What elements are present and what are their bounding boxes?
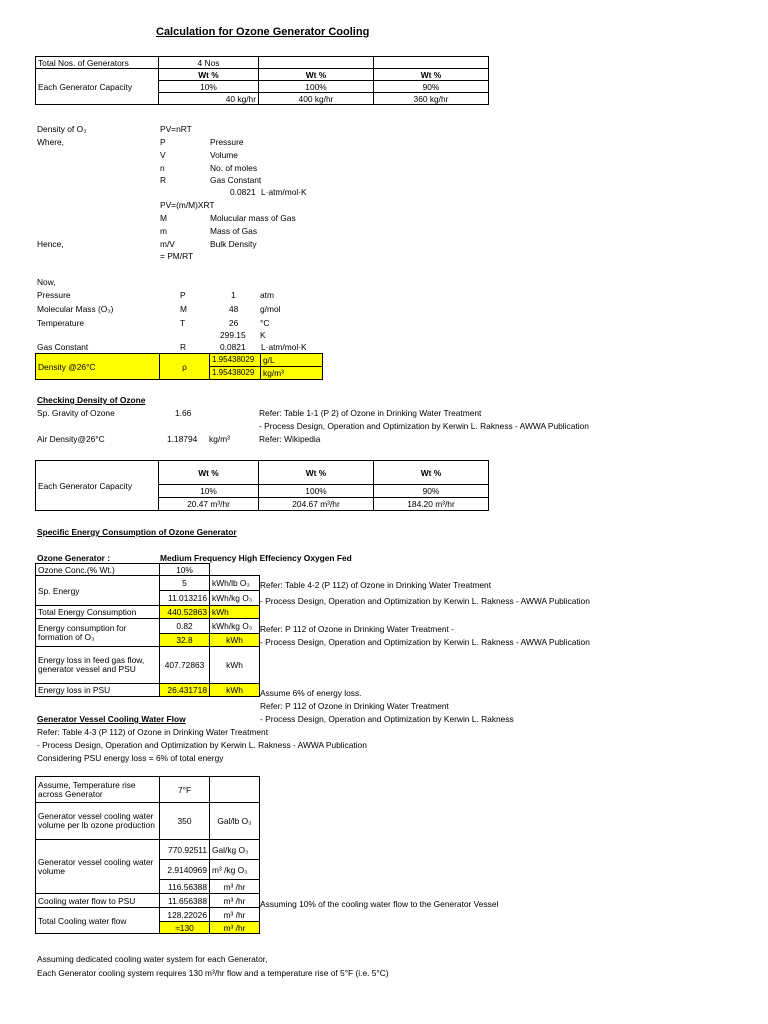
formation-energy-unit: kWh/kg O₃ [210,619,260,634]
air-density-label: Air Density@26°C [37,434,105,444]
reference-table-1-1: Refer: Table 1-1 (P 2) of Ozone in Drinking Water Treatment [259,408,482,418]
air-density-unit: kg/m³ [209,434,230,444]
where-label: Where, [37,137,64,147]
pressure-value: 1 [231,290,236,300]
symbol-v: V [160,150,166,160]
vol-pct-2: 100% [259,485,374,498]
total-energy-value: 440.52863 [160,606,210,619]
temperature-value: 26 [229,318,239,328]
total-generators-value: 4 Nos [159,57,259,69]
desc-v: Volume [210,150,238,160]
pct-2: 100% [259,81,374,93]
ozone-generator-type: Medium Frequency High Effeciency Oxygen Fed [160,553,352,563]
sp-energy-unit-kg: kWh/kg O₃ [210,591,260,606]
psu-loss-label: Energy loss in PSU [36,684,160,697]
density-of-label: Density of O₃ [37,124,87,134]
symbol-n: n [160,163,165,173]
pct-1: 10% [159,81,259,93]
symbol-p: P [160,137,166,147]
desc-p: Pressure [210,137,244,147]
reference-publication-2: - Process Design, Operation and Optimization by Kerwin L. Rakness - AWWA Publication [260,596,590,606]
total-cooling-unit: m³ /hr [210,908,260,922]
wt-header-2: Wt % [259,69,374,81]
sp-energy-label: Sp. Energy [36,576,160,606]
density-value-kgm3: 1.95438029 [210,367,261,380]
temperature-label: Temperature [37,318,85,328]
energy-loss-label: Energy loss in feed gas flow, generator vessel and PSU [36,647,160,684]
vol-flow-1: 20.47 m³/hr [159,498,259,511]
desc-mm: Mass of Gas [210,226,258,236]
reference-p112: Refer: P 112 of Ozone in Drinking Water Treatment - [260,624,454,634]
density-symbol: ρ [160,354,210,380]
cooling-water-table [35,776,260,934]
gas-constant-unit: L·atm/mol·K [261,342,307,352]
cooling-volume-gal-kg-unit: Gal/kg O₃ [210,840,260,860]
total-generators-label: Total Nos. of Generators [36,57,159,69]
cooling-water-heading: Generator Vessel Cooling Water Flow [37,714,186,724]
reference-publication-5: - Process Design, Operation and Optimization by Kerwin L. Rakness - AWWA Publication [37,740,367,750]
cooling-volume-m3-kg: 2.9140969 [160,860,210,880]
symbol-mm: m [160,226,167,236]
molecular-mass-label: Molecular Mass (O₃) [37,304,114,314]
formation-energy-kwh: 32.8 [160,634,210,647]
pressure-label: Pressure [37,290,71,300]
r-value: 0.0821 [230,187,256,197]
psu-flow-note: Assuming 10% of the cooling water flow to the Generator Vessel [260,899,499,909]
temperature-kelvin-unit: K [260,330,266,340]
wt-header-1: Wt % [159,69,259,81]
density-result-table [35,353,323,380]
pct-3: 90% [374,81,489,93]
temperature-symbol: T [180,318,186,328]
kg-2: 400 kg/hr [259,93,374,105]
desc-m: Molucular mass of Gas [210,213,296,223]
total-cooling-value: 128.22026 [160,908,210,922]
total-cooling-rounded-unit: m³ /hr [210,922,260,934]
footer-line-2: Each Generator cooling system requires 130 m³/hr flow and a temperature rise of 5°F (i.e. 5°C) [37,968,389,978]
psu-energy-note: Considering PSU energy loss = 6% of total energy [37,753,224,763]
gas-constant-symbol: R [180,342,187,352]
psu-flow-value: 11.656388 [160,894,210,908]
formation-energy-kwh-unit: kWh [210,634,260,647]
cooling-volume-value: 350 [160,803,210,840]
air-density-value: 1.18794 [167,434,198,444]
psu-flow-unit: m³ /hr [210,894,260,908]
ideal-gas-equation: PV=nRT [160,124,192,134]
cooling-volume-m3-hr: 116.56388 [160,880,210,894]
symbol-mv: m/V [160,239,175,249]
cooling-volume-m3-hr-unit: m³ /hr [210,880,260,894]
vol-wt-header-1: Wt % [159,461,259,485]
temperature-kelvin: 299.15 [220,330,246,340]
density-value-gl: 1.95438029 [210,354,261,367]
formation-energy-value: 0.82 [160,619,210,634]
desc-mv: Bulk Density [210,239,257,249]
sp-gravity-label: Sp. Gravity of Ozone [37,408,115,418]
sp-gravity-value: 1.66 [175,408,192,418]
reference-table-4-2: Refer: Table 4-2 (P 112) of Ozone in Drinking Water Treatment [260,580,492,590]
gas-constant-value: 0.0821 [220,342,246,352]
generator-volume-table [35,460,489,511]
ozone-generator-label: Ozone Generator : [37,553,111,563]
reference-p112-2: Refer: P 112 of Ozone in Drinking Water Treatment [260,701,449,711]
cooling-volume-unit: Gal/lb O₃ [210,803,260,840]
formation-energy-label: Energy consumption for formation of O₃ [36,619,160,647]
cooling-volume-label: Generator vessel cooling water volume per lb ozone production [36,803,160,840]
specific-energy-heading: Specific Energy Consumption of Ozone Generator [37,527,237,537]
reference-wikipedia: Refer: Wikipedia [259,434,321,444]
energy-table [35,563,260,697]
symbol-r: R [160,175,167,185]
density-unit-gl: g/L [261,354,323,367]
footer-line-1: Assuming dedicated cooling water system for each Generator, [37,954,268,964]
capacity-label: Each Generator Capacity [36,69,159,105]
molecular-mass-unit: g/mol [260,304,281,314]
temperature-rise-value: 7°F [160,777,210,803]
sp-energy-unit-lb: kWh/lb O₃ [210,576,260,591]
vol-flow-2: 204.67 m³/hr [259,498,374,511]
r-unit: L·atm/mol·K [261,187,307,197]
generator-capacity-table [35,56,489,105]
cooling-volume-gal-kg: 770.92511 [160,840,210,860]
psu-loss-value: 26.431718 [160,684,210,697]
psu-loss-unit: kWh [210,684,260,697]
density-unit-kgm3: kg/m³ [261,367,323,380]
energy-loss-value: 407.72863 [160,647,210,684]
total-energy-label: Total Energy Consumption [36,606,160,619]
vol-pct-3: 90% [374,485,489,498]
temperature-unit: °C [260,318,270,328]
reference-publication: - Process Design, Operation and Optimization by Kerwin L. Rakness - AWWA Publication [259,421,589,431]
density-label: Density @26°C [36,354,160,380]
ideal-gas-equation-2: PV=(m/M)XRT [160,200,215,210]
page-title: Calculation for Ozone Generator Cooling [156,26,370,38]
sp-energy-value-kg: 11.013216 [160,591,210,606]
vol-pct-1: 10% [159,485,259,498]
energy-loss-unit: kWh [210,647,260,684]
wt-header-3: Wt % [374,69,489,81]
temperature-rise-label: Assume, Temperature rise across Generator [36,777,160,803]
vol-flow-3: 184.20 m³/hr [374,498,489,511]
hence-label: Hence, [37,239,64,249]
symbol-m: M [160,213,167,223]
volume-capacity-label: Each Generator Capacity [36,461,159,511]
gas-constant-label: Gas Constant [37,342,89,352]
total-cooling-label: Total Cooling water flow [36,908,160,934]
molecular-mass-symbol: M [180,304,187,314]
total-cooling-rounded: ≈130 [160,922,210,934]
desc-r: Gas Constant [210,175,262,185]
total-energy-unit: kWh [210,606,260,619]
ozone-conc-label: Ozone Conc.(% Wt.) [36,564,160,576]
sp-energy-value-lb: 5 [160,576,210,591]
pressure-symbol: P [180,290,186,300]
molecular-mass-value: 48 [229,304,239,314]
assume-energy-loss: Assume 6% of energy loss. [260,688,362,698]
kg-3: 360 kg/hr [374,93,489,105]
checking-density-heading: Checking Density of Ozone [37,395,146,405]
vol-wt-header-3: Wt % [374,461,489,485]
kg-1: 40 kg/hr [159,93,259,105]
pressure-unit: atm [260,290,274,300]
reference-publication-3: - Process Design, Operation and Optimization by Kerwin L. Rakness - AWWA Publication [260,637,590,647]
cooling-water-volume-label: Generator vessel cooling water volume [36,840,160,894]
ozone-conc-value: 10% [160,564,210,576]
desc-n: No. of moles [210,163,258,173]
reference-publication-4: - Process Design, Operation and Optimization by Kerwin L. Rakness [260,714,514,724]
reference-table-4-3: Refer: Table 4-3 (P 112) of Ozone in Drinking Water Treatment [37,727,269,737]
density-equation: = PM/RT [160,251,194,261]
now-label: Now, [37,277,56,287]
vol-wt-header-2: Wt % [259,461,374,485]
cooling-volume-m3-kg-unit: m³ /kg O₃ [210,860,260,880]
psu-flow-label: Cooling water flow to PSU [36,894,160,908]
